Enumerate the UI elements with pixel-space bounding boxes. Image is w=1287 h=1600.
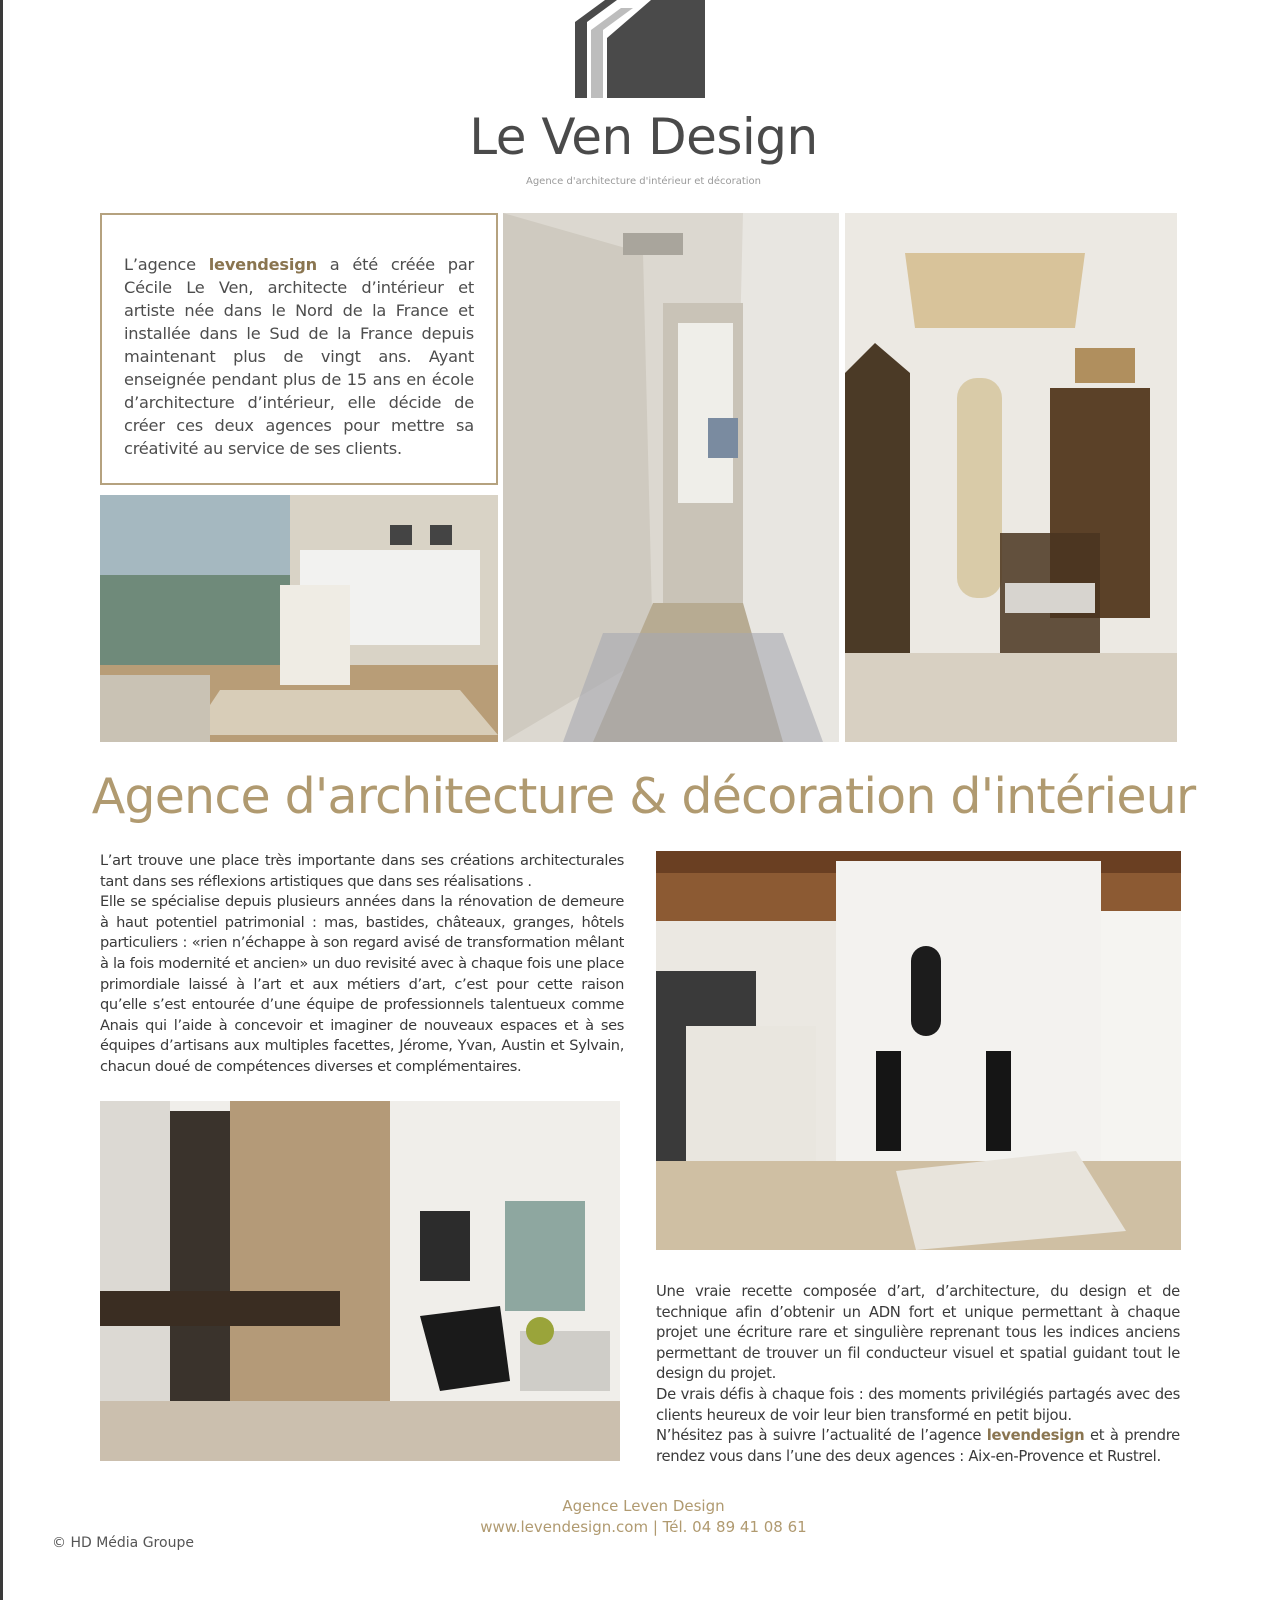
body-right-p2: De vrais défis à chaque fois : des moments privilégiés partagés avec des clients heureux de voir leur bien transformé en petit bijou.: [656, 1385, 1180, 1424]
footer-agency: Agence Leven Design: [562, 1497, 725, 1515]
body-right-p3b: et à prendre rendez vous dans l’une des deux agences : Aix-en-Provence et Rustrel.: [656, 1427, 1180, 1465]
logo-tagline: Agence d'architecture d'intérieur et décoration: [525, 176, 761, 187]
logo-house-icon: [565, 0, 715, 98]
body-left-p2: Elle se spécialise depuis plusieurs années dans la rénovation de demeure à haut potentiel patrimonial : mas, bastides, châteaux, granges, hôtels particuliers : «rien n’échappe à son regard avisé de transformation mêlant à la fois modernité et ancien» un duo revisité avec à chaque fois une place primordiale laissé à l’art et aux métiers d’art, c’est pour cette raison qu’elle s’est entourée d’une équipe de professionnels talentueux comme Anais qui l’aide à concevoir et imaginer de nouveaux espaces et à ses équipes d’artisans aux multiples facettes, Jérome, Yvan, Austin et Sylvain, chacun doué de compétences diverses et complémentaires.: [100, 893, 624, 1075]
body-right: [656, 1282, 1180, 1467]
body-right-p1: Une vraie recette composée d’art, d’architecture, du design et de technique afin d’obtenir un ADN fort et unique permettant à chaque projet une écriture rare et singulière reprenant tous les indices anciens permettant de trouver un fil conducteur visuel et spatial guidant tout le design du projet.: [656, 1283, 1180, 1383]
photo-hallway-chair: [845, 213, 1177, 742]
body-left-p1: L’art trouve une place très importante dans ses créations architecturales tant dans ses réflexions artistiques que dans ses réalisations .: [100, 852, 624, 890]
intro-brand: levendesign: [208, 255, 317, 274]
footer-contact[interactable]: www.levendesign.com | Tél. 04 89 41 08 61: [480, 1518, 807, 1536]
section-heading: Agence d'architecture & décoration d'intérieur: [91, 768, 1196, 825]
intro-text: [124, 253, 474, 460]
body-right-p3a: N’hésitez pas à suivre l’actualité de l’agence: [656, 1427, 987, 1445]
photo-corridor: [503, 213, 839, 742]
body-right-p3: [656, 1426, 1180, 1467]
intro-part1: L’agence: [124, 255, 209, 274]
photo-bedroom: [100, 495, 498, 742]
photo-living-room: [100, 1101, 620, 1461]
intro-part2: a été créée par Cécile Le Ven, architecte d’intérieur et artiste née dans le Nord de la France et installée dans le Sud de la France depuis maintenant plus de vingt ans. Ayant enseignée pendant plus de 15 ans en école d’architecture d’intérieur, elle décide de créer ces deux agences pour mettre sa créativité au service de ses clients.: [124, 255, 474, 458]
photo-entrance: [656, 851, 1181, 1250]
copyright-notice: © HD Média Groupe: [52, 1535, 194, 1551]
logo-name: Le Ven Design: [469, 108, 818, 166]
intro-box: [100, 213, 498, 485]
body-left: [100, 851, 624, 1078]
body-right-brand: levendesign: [986, 1427, 1085, 1445]
